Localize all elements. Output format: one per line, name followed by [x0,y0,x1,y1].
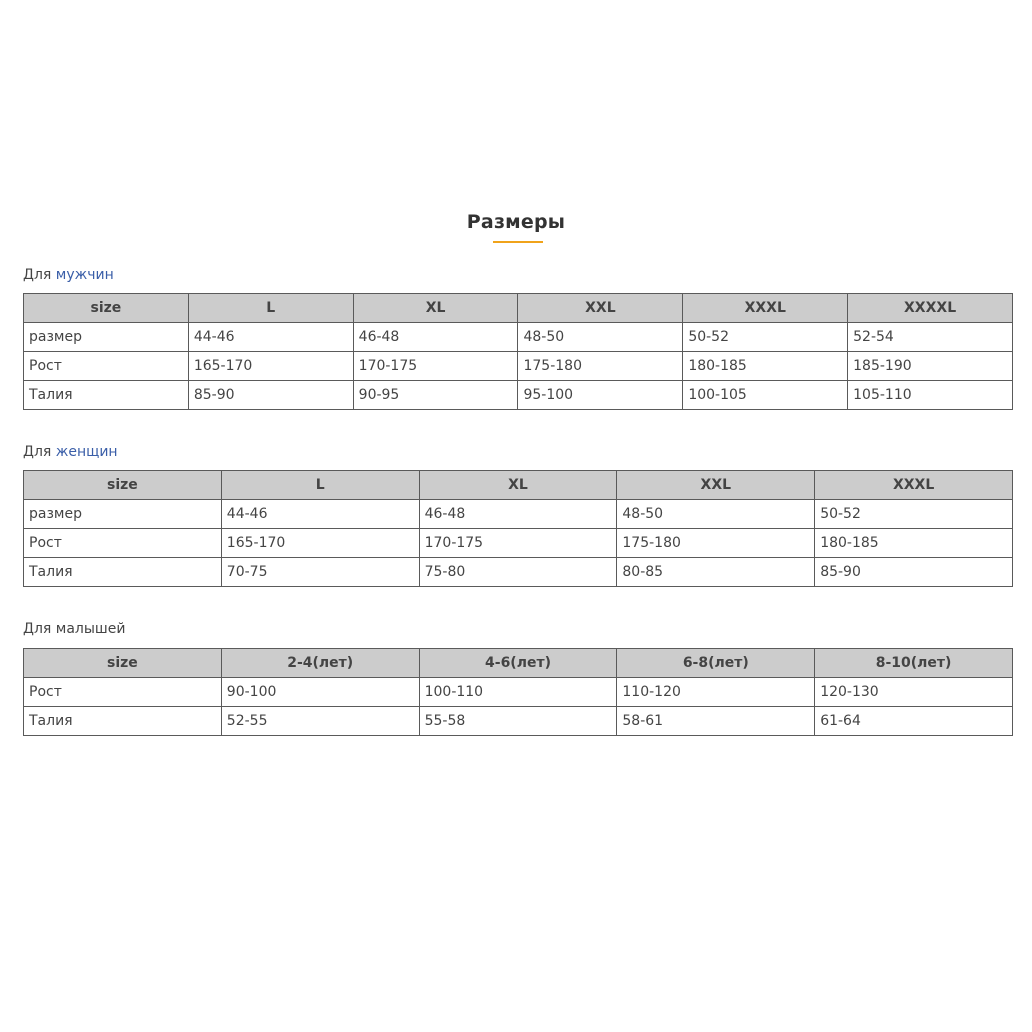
column-header: L [188,294,353,323]
section-label-accent: мужчин [55,267,114,283]
table-cell: 44-46 [221,500,419,529]
section-label-men [23,267,114,283]
table-cell: 90-95 [353,381,518,410]
women-size-table [23,470,1013,587]
table-cell: 52-54 [848,323,1013,352]
table-cell: 175-180 [518,352,683,381]
table-cell: 105-110 [848,381,1013,410]
table-cell: 44-46 [188,323,353,352]
table-header-row [24,294,1013,323]
table-cell: 75-80 [419,558,617,587]
table-cell: 180-185 [683,352,848,381]
table-cell: 48-50 [518,323,683,352]
table-cell: 46-48 [353,323,518,352]
table-cell: 120-130 [815,678,1013,707]
table-cell: 100-110 [419,678,617,707]
column-header: 8-10(лет) [815,649,1013,678]
section-label-accent: женщин [55,444,118,460]
table-cell: 170-175 [353,352,518,381]
table-row [24,678,1013,707]
column-header: XL [353,294,518,323]
table-row [24,352,1013,381]
table-cell: размер [24,323,189,352]
table-cell: размер [24,500,222,529]
page-title: Размеры [466,211,566,233]
table-cell: 180-185 [815,529,1013,558]
column-header: XXXL [683,294,848,323]
table-cell: Рост [24,352,189,381]
table-row [24,707,1013,736]
table-cell: 85-90 [188,381,353,410]
table-row [24,500,1013,529]
table-cell: 50-52 [815,500,1013,529]
section-label-women [23,444,118,460]
table-cell: 170-175 [419,529,617,558]
table-cell: 58-61 [617,707,815,736]
table-cell: 110-120 [617,678,815,707]
table-cell: Талия [24,558,222,587]
table-row [24,381,1013,410]
column-header: XXXL [815,471,1013,500]
column-header: 2-4(лет) [221,649,419,678]
kids-size-table [23,648,1013,736]
table-cell: Рост [24,678,222,707]
column-header: size [24,471,222,500]
table-cell: Талия [24,381,189,410]
table-cell: 70-75 [221,558,419,587]
table-cell: 185-190 [848,352,1013,381]
table-cell: 85-90 [815,558,1013,587]
table-row [24,558,1013,587]
table-cell: 61-64 [815,707,1013,736]
column-header: L [221,471,419,500]
table-cell: 52-55 [221,707,419,736]
column-header: size [24,294,189,323]
section-label-prefix: Для [23,267,52,283]
table-cell: 80-85 [617,558,815,587]
section-label-prefix: Для малышей [23,621,126,637]
column-header: XXXXL [848,294,1013,323]
column-header: XXL [518,294,683,323]
men-size-table [23,293,1013,410]
table-cell: 175-180 [617,529,815,558]
table-header-row [24,471,1013,500]
table-cell: 95-100 [518,381,683,410]
table-cell: 165-170 [221,529,419,558]
table-cell: 90-100 [221,678,419,707]
title-underline [493,241,543,243]
table-row [24,529,1013,558]
section-label-prefix: Для [23,444,52,460]
column-header: size [24,649,222,678]
column-header: XXL [617,471,815,500]
table-cell: 48-50 [617,500,815,529]
table-row [24,323,1013,352]
column-header: 6-8(лет) [617,649,815,678]
table-cell: 100-105 [683,381,848,410]
section-label-kids [23,621,125,637]
table-cell: 46-48 [419,500,617,529]
table-cell: 50-52 [683,323,848,352]
column-header: 4-6(лет) [419,649,617,678]
table-cell: 55-58 [419,707,617,736]
table-cell: 165-170 [188,352,353,381]
table-header-row [24,649,1013,678]
table-cell: Талия [24,707,222,736]
column-header: XL [419,471,617,500]
table-cell: Рост [24,529,222,558]
